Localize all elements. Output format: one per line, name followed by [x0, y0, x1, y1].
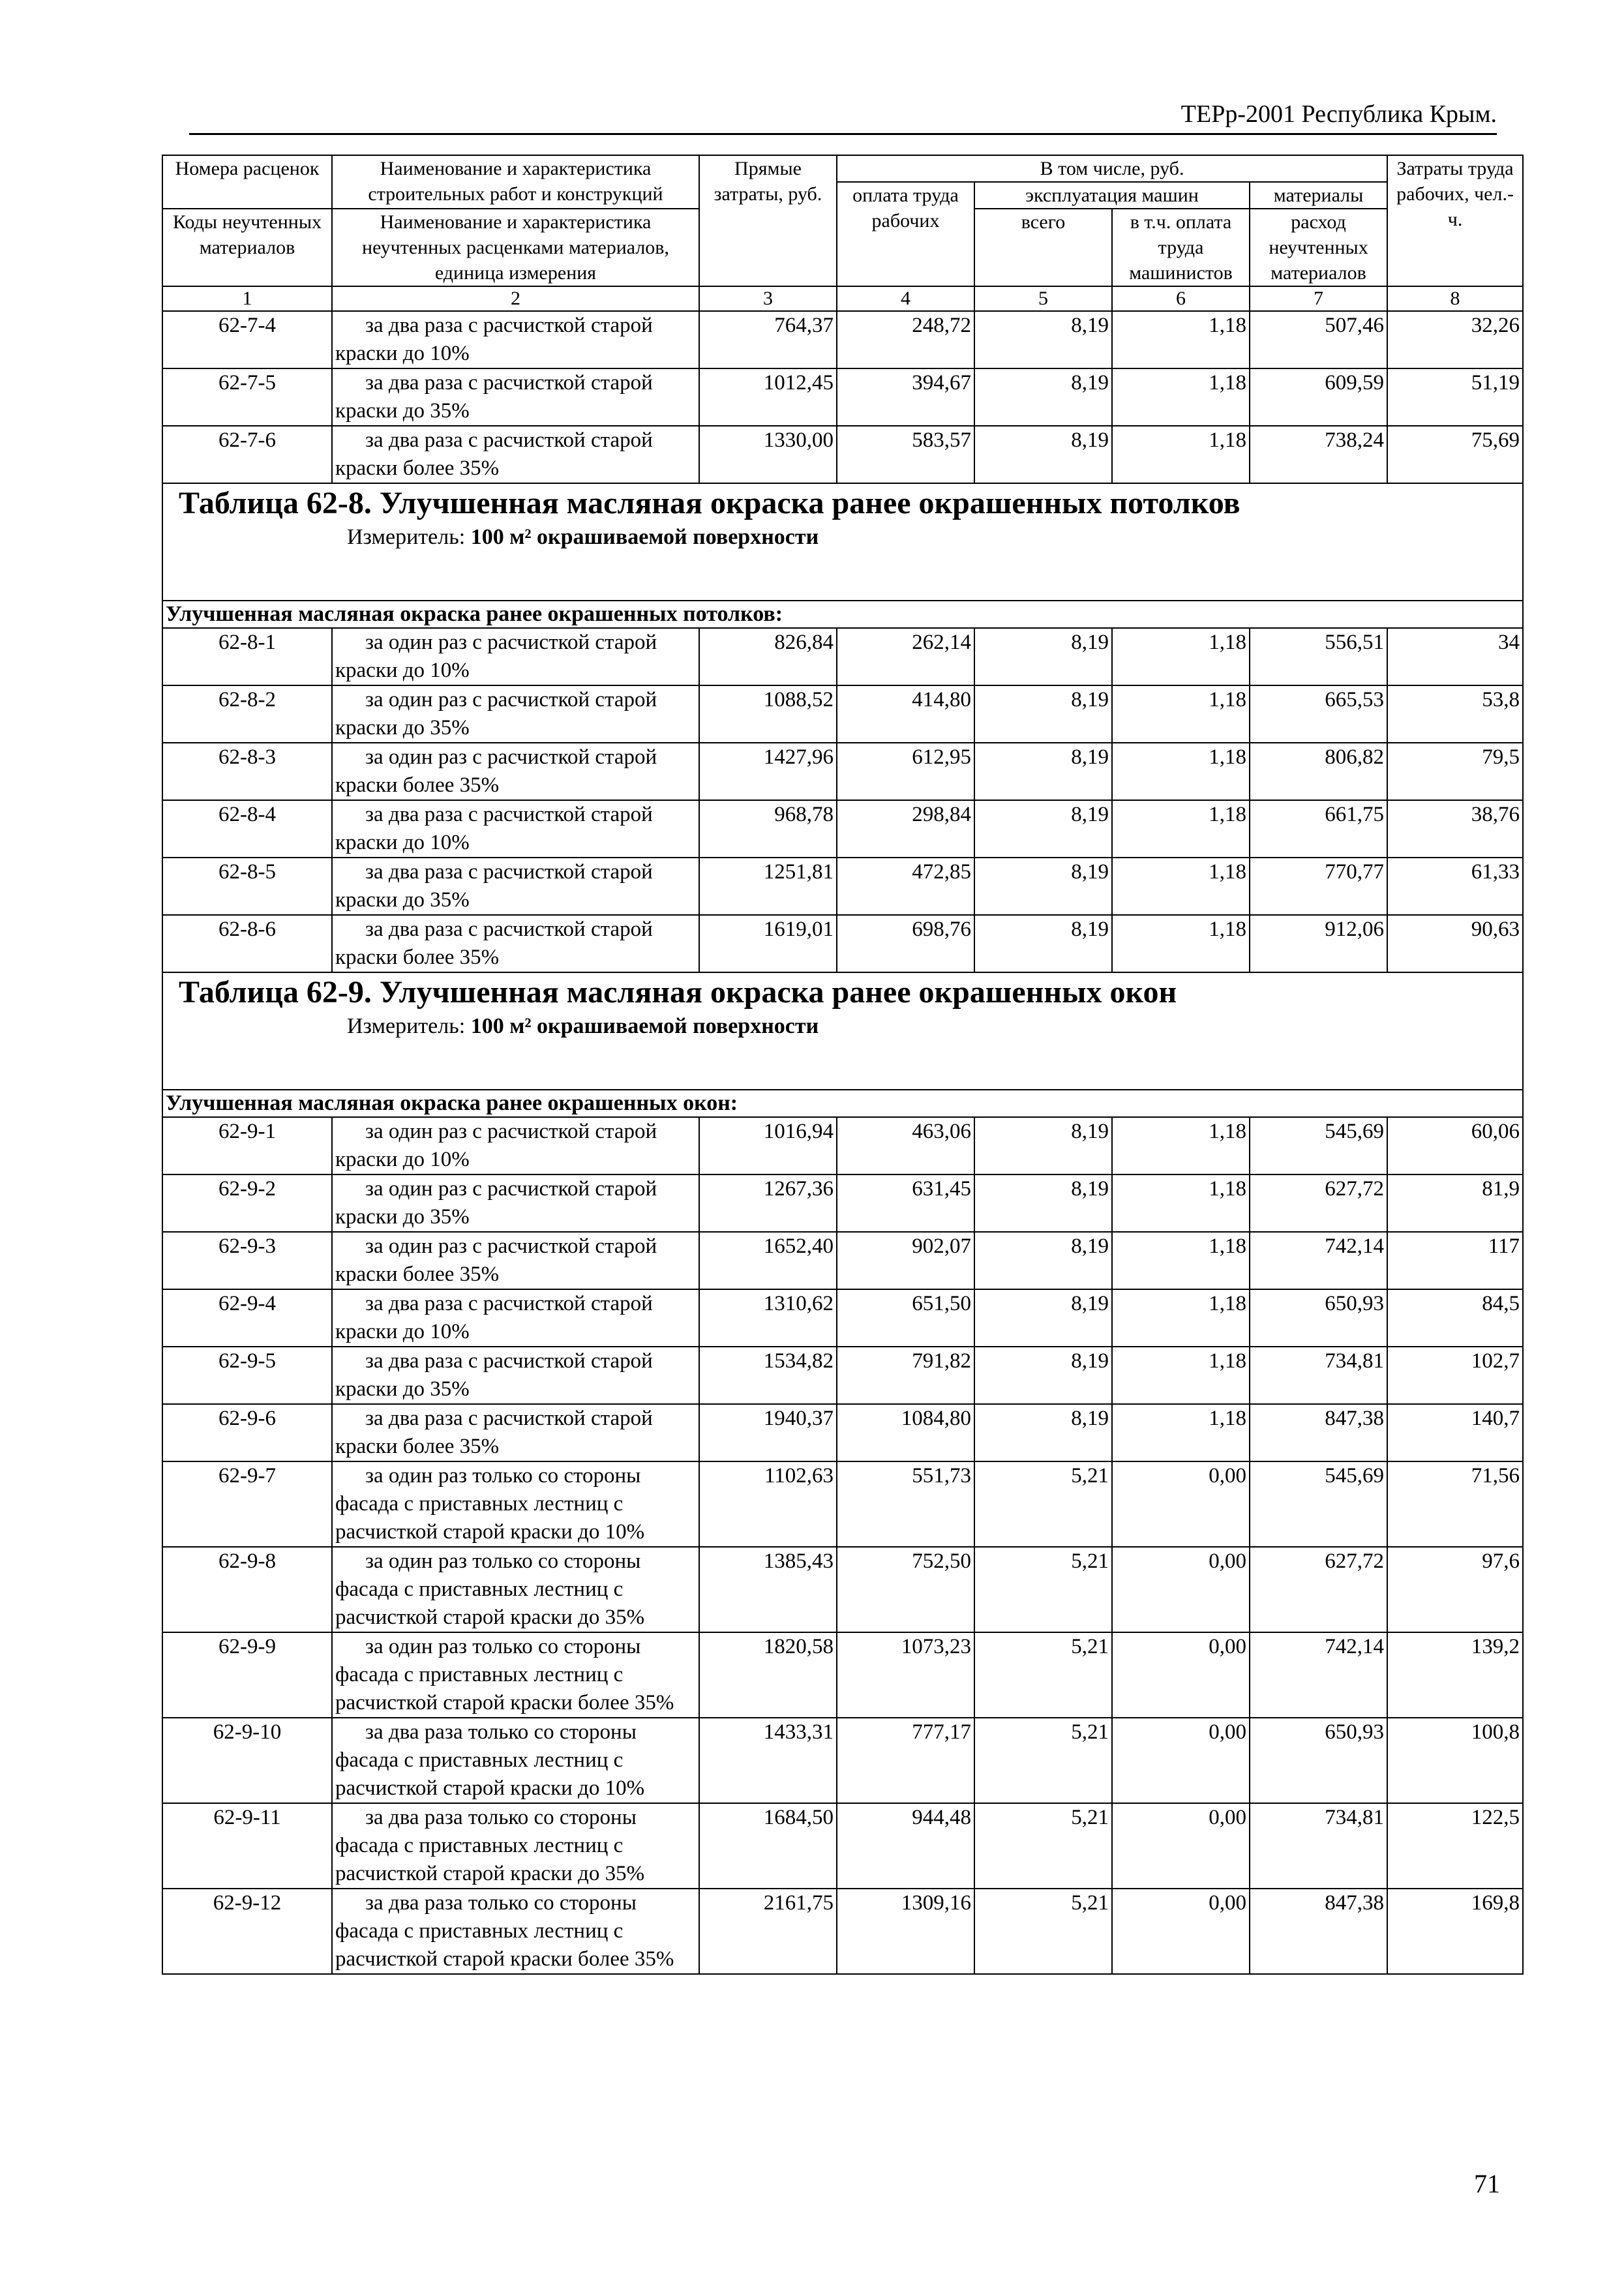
value-wages: 1309,16: [837, 1889, 974, 1974]
rate-name: за один раз с расчисткой старой краски до 10%: [335, 1120, 657, 1171]
table-row: [162, 1461, 1523, 1547]
rate-code: 62-9-3: [162, 1232, 332, 1289]
column-number: 3: [699, 286, 837, 311]
rate-code: 62-9-5: [162, 1347, 332, 1404]
measure-line: [166, 523, 1520, 553]
value-labor: 140,7: [1387, 1404, 1523, 1461]
value-operators: 1,18: [1112, 1174, 1250, 1232]
value-materials: 545,69: [1250, 1461, 1387, 1547]
table-row: [162, 1117, 1523, 1174]
value-operators: 0,00: [1112, 1461, 1250, 1547]
value-labor: 60,06: [1387, 1117, 1523, 1174]
value-labor: 169,8: [1387, 1889, 1523, 1974]
column-number: 7: [1250, 286, 1387, 311]
rate-code: 62-8-2: [162, 685, 332, 743]
header-work-name: Наименование и характеристика строительных работ и конструкций: [332, 155, 699, 209]
value-machines: 5,21: [974, 1718, 1112, 1803]
table-row: [162, 1289, 1523, 1347]
rate-name: за два раза с расчисткой старой краски более 35%: [335, 1407, 653, 1458]
rate-name-cell: [332, 1232, 699, 1289]
value-direct: 1652,40: [699, 1232, 837, 1289]
table-row: [162, 426, 1523, 483]
rate-code: 62-7-4: [162, 311, 332, 368]
table-row: [162, 1889, 1523, 1974]
table-title: Таблица 62-8. Улучшенная масляная окраска ранее окрашенных потолков: [179, 486, 1241, 520]
header-machines: эксплуатация машин: [974, 182, 1250, 209]
value-operators: 0,00: [1112, 1718, 1250, 1803]
value-operators: 1,18: [1112, 1404, 1250, 1461]
rate-name-cell: [332, 1547, 699, 1632]
rate-name: за один раз с расчисткой старой краски до 10%: [335, 631, 657, 682]
rate-name-cell: [332, 915, 699, 972]
value-machines: 5,21: [974, 1547, 1112, 1632]
value-wages: 298,84: [837, 800, 974, 858]
table-row: [162, 1803, 1523, 1889]
rate-name-cell: [332, 1461, 699, 1547]
value-machines: 8,19: [974, 311, 1112, 368]
rate-name: за один раз с расчисткой старой краски более 35%: [335, 1234, 657, 1286]
header-direct-costs: Прямые затраты, руб.: [699, 155, 837, 286]
value-operators: 1,18: [1112, 368, 1250, 426]
value-machines: 8,19: [974, 628, 1112, 685]
value-wages: 262,14: [837, 628, 974, 685]
value-direct: 1251,81: [699, 858, 837, 915]
header-unaccounted-name: Наименование и характеристика неучтенных расценками материалов, единица измерения: [332, 209, 699, 286]
value-labor: 75,69: [1387, 426, 1523, 483]
value-direct: 1385,43: [699, 1547, 837, 1632]
value-direct: 1619,01: [699, 915, 837, 972]
value-labor: 53,8: [1387, 685, 1523, 743]
value-direct: 1684,50: [699, 1803, 837, 1889]
header-including: В том числе, руб.: [837, 155, 1387, 182]
value-operators: 1,18: [1112, 426, 1250, 483]
measure-value: 100 м² окрашиваемой поверхности: [470, 1014, 819, 1038]
table-heading-row: [162, 483, 1523, 601]
table-heading: [162, 972, 1523, 1090]
value-machines: 5,21: [974, 1889, 1112, 1974]
value-machines: 5,21: [974, 1461, 1112, 1547]
rate-name: за два раза только со стороны фасада с приставных лестниц с расчисткой старой краски до 35%: [335, 1806, 645, 1885]
table-heading-row: [162, 972, 1523, 1090]
header-total: всего: [974, 209, 1112, 286]
value-operators: 1,18: [1112, 915, 1250, 972]
measure-value: 100 м² окрашиваемой поверхности: [470, 525, 819, 549]
value-machines: 8,19: [974, 915, 1112, 972]
value-direct: 1102,63: [699, 1461, 837, 1547]
rate-code: 62-9-8: [162, 1547, 332, 1632]
value-wages: 612,95: [837, 743, 974, 800]
value-materials: 738,24: [1250, 426, 1387, 483]
rate-code: 62-8-1: [162, 628, 332, 685]
column-number: 2: [332, 286, 699, 311]
rate-name-cell: [332, 311, 699, 368]
value-operators: 0,00: [1112, 1889, 1250, 1974]
rate-name-cell: [332, 1347, 699, 1404]
value-wages: 394,67: [837, 368, 974, 426]
rate-name: за два раза с расчисткой старой краски до 10%: [335, 314, 653, 365]
table-title: Таблица 62-9. Улучшенная масляная окраска ранее окрашенных окон: [179, 975, 1177, 1010]
value-labor: 139,2: [1387, 1632, 1523, 1718]
rate-name-cell: [332, 1289, 699, 1347]
value-materials: 806,82: [1250, 743, 1387, 800]
value-materials: 507,46: [1250, 311, 1387, 368]
rate-code: 62-8-3: [162, 743, 332, 800]
value-machines: 8,19: [974, 1117, 1112, 1174]
rate-name: за один раз только со стороны фасада с приставных лестниц с расчисткой старой краски до 10%: [335, 1464, 645, 1544]
table-row: [162, 858, 1523, 915]
value-wages: 902,07: [837, 1232, 974, 1289]
rate-name: за два раза только со стороны фасада с приставных лестниц с расчисткой старой краски более 35%: [335, 1891, 674, 1971]
rate-name-cell: [332, 1632, 699, 1718]
value-materials: 627,72: [1250, 1174, 1387, 1232]
header-materials-consumption: расход неучтенных материалов: [1250, 209, 1387, 286]
value-wages: 651,50: [837, 1289, 974, 1347]
value-direct: 764,37: [699, 311, 837, 368]
running-header: ТЕРр-2001 Республика Крым.: [1180, 100, 1497, 128]
value-direct: 1267,36: [699, 1174, 837, 1232]
table-row: [162, 1718, 1523, 1803]
value-operators: 1,18: [1112, 743, 1250, 800]
rate-code: 62-9-1: [162, 1117, 332, 1174]
value-labor: 79,5: [1387, 743, 1523, 800]
value-materials: 609,59: [1250, 368, 1387, 426]
value-materials: 912,06: [1250, 915, 1387, 972]
table-heading: [162, 483, 1523, 601]
table-row: [162, 1404, 1523, 1461]
header-materials: материалы: [1250, 182, 1387, 209]
value-materials: 770,77: [1250, 858, 1387, 915]
rate-code: 62-9-2: [162, 1174, 332, 1232]
value-wages: 631,45: [837, 1174, 974, 1232]
table-row: [162, 368, 1523, 426]
rate-name-cell: [332, 685, 699, 743]
value-labor: 51,19: [1387, 368, 1523, 426]
value-operators: 1,18: [1112, 1232, 1250, 1289]
section-title: Улучшенная масляная окраска ранее окрашенных потолков:: [162, 601, 1523, 628]
rate-code: 62-9-4: [162, 1289, 332, 1347]
value-labor: 102,7: [1387, 1347, 1523, 1404]
rate-code: 62-8-4: [162, 800, 332, 858]
value-machines: 8,19: [974, 368, 1112, 426]
header-unaccounted-codes: Коды неучтенных материалов: [162, 209, 332, 286]
value-labor: 32,26: [1387, 311, 1523, 368]
column-number: 1: [162, 286, 332, 311]
rate-name-cell: [332, 858, 699, 915]
rate-name-cell: [332, 743, 699, 800]
measure-line: [166, 1012, 1520, 1042]
table-row: [162, 628, 1523, 685]
header-rate-numbers: Номера расценок: [162, 155, 332, 209]
value-materials: 545,69: [1250, 1117, 1387, 1174]
value-materials: 734,81: [1250, 1803, 1387, 1889]
value-machines: 8,19: [974, 800, 1112, 858]
value-direct: 1820,58: [699, 1632, 837, 1718]
value-materials: 734,81: [1250, 1347, 1387, 1404]
rate-code: 62-9-6: [162, 1404, 332, 1461]
header-rule: [189, 133, 1497, 135]
rate-code: 62-7-6: [162, 426, 332, 483]
value-direct: 1016,94: [699, 1117, 837, 1174]
rate-name: за два раза с расчисткой старой краски до 35%: [335, 860, 653, 912]
value-operators: 0,00: [1112, 1803, 1250, 1889]
value-wages: 463,06: [837, 1117, 974, 1174]
value-wages: 472,85: [837, 858, 974, 915]
table-row: [162, 311, 1523, 368]
value-operators: 1,18: [1112, 858, 1250, 915]
value-machines: 8,19: [974, 1174, 1112, 1232]
rate-name: за два раза с расчисткой старой краски более 35%: [335, 428, 653, 480]
section-title: Улучшенная масляная окраска ранее окрашенных окон:: [162, 1090, 1523, 1117]
value-materials: 847,38: [1250, 1404, 1387, 1461]
section-row: [162, 601, 1523, 628]
value-materials: 627,72: [1250, 1547, 1387, 1632]
rate-name: за один раз только со стороны фасада с приставных лестниц с расчисткой старой краски до 35%: [335, 1549, 645, 1629]
table-row: [162, 800, 1523, 858]
value-direct: 1534,82: [699, 1347, 837, 1404]
value-operators: 0,00: [1112, 1632, 1250, 1718]
value-operators: 1,18: [1112, 311, 1250, 368]
rate-name-cell: [332, 1404, 699, 1461]
measure-label: Измеритель:: [347, 1014, 466, 1038]
value-direct: 1330,00: [699, 426, 837, 483]
rate-name: за один раз с расчисткой старой краски более 35%: [335, 745, 657, 797]
column-number-row: [162, 286, 1523, 311]
table-row: [162, 685, 1523, 743]
value-labor: 84,5: [1387, 1289, 1523, 1347]
rate-name-cell: [332, 1718, 699, 1803]
column-number: 8: [1387, 286, 1523, 311]
rate-name: за один раз только со стороны фасада с приставных лестниц с расчисткой старой краски более 35%: [335, 1635, 674, 1714]
rate-code: 62-9-7: [162, 1461, 332, 1547]
value-direct: 1433,31: [699, 1718, 837, 1803]
value-operators: 1,18: [1112, 1117, 1250, 1174]
value-machines: 8,19: [974, 1232, 1112, 1289]
table-row: [162, 1547, 1523, 1632]
rate-name: за два раза с расчисткой старой краски до 35%: [335, 371, 653, 423]
value-operators: 1,18: [1112, 685, 1250, 743]
rate-name: за два раза с расчисткой старой краски до 10%: [335, 803, 653, 854]
rate-name: за два раза только со стороны фасада с приставных лестниц с расчисткой старой краски до 10%: [335, 1720, 645, 1800]
value-machines: 8,19: [974, 426, 1112, 483]
value-wages: 414,80: [837, 685, 974, 743]
measure-label: Измеритель:: [347, 525, 466, 549]
rate-name-cell: [332, 368, 699, 426]
value-wages: 791,82: [837, 1347, 974, 1404]
column-number: 5: [974, 286, 1112, 311]
table-row: [162, 1632, 1523, 1718]
value-wages: 944,48: [837, 1803, 974, 1889]
column-number: 6: [1112, 286, 1250, 311]
rate-name-cell: [332, 426, 699, 483]
rate-name: за один раз с расчисткой старой краски до 35%: [335, 1177, 657, 1229]
rate-name-cell: [332, 1803, 699, 1889]
section-row: [162, 1090, 1523, 1117]
value-machines: 8,19: [974, 1289, 1112, 1347]
rates-table: [162, 155, 1524, 1975]
column-number: 4: [837, 286, 974, 311]
value-direct: 1088,52: [699, 685, 837, 743]
value-operators: 1,18: [1112, 628, 1250, 685]
value-operators: 1,18: [1112, 800, 1250, 858]
value-machines: 5,21: [974, 1803, 1112, 1889]
table-row: [162, 915, 1523, 972]
value-direct: 2161,75: [699, 1889, 837, 1974]
value-direct: 1310,62: [699, 1289, 837, 1347]
value-labor: 117: [1387, 1232, 1523, 1289]
value-labor: 97,6: [1387, 1547, 1523, 1632]
rate-name: за два раза с расчисткой старой краски более 35%: [335, 918, 653, 969]
table-row: [162, 1232, 1523, 1289]
value-labor: 34: [1387, 628, 1523, 685]
value-materials: 556,51: [1250, 628, 1387, 685]
value-materials: 847,38: [1250, 1889, 1387, 1974]
value-labor: 122,5: [1387, 1803, 1523, 1889]
header-operators-pay: в т.ч. оплата труда машинистов: [1112, 209, 1250, 286]
value-labor: 61,33: [1387, 858, 1523, 915]
value-materials: 742,14: [1250, 1232, 1387, 1289]
value-labor: 38,76: [1387, 800, 1523, 858]
value-materials: 661,75: [1250, 800, 1387, 858]
table-row: [162, 1347, 1523, 1404]
header-row-1: [162, 155, 1523, 182]
rate-code: 62-8-6: [162, 915, 332, 972]
value-materials: 650,93: [1250, 1718, 1387, 1803]
value-operators: 1,18: [1112, 1347, 1250, 1404]
value-labor: 71,56: [1387, 1461, 1523, 1547]
value-wages: 551,73: [837, 1461, 974, 1547]
rate-code: 62-9-9: [162, 1632, 332, 1718]
table-row: [162, 1174, 1523, 1232]
page-number: 71: [1474, 2169, 1500, 2198]
value-direct: 1427,96: [699, 743, 837, 800]
rate-name-cell: [332, 1889, 699, 1974]
value-materials: 742,14: [1250, 1632, 1387, 1718]
value-labor: 100,8: [1387, 1718, 1523, 1803]
rate-name-cell: [332, 628, 699, 685]
value-direct: 968,78: [699, 800, 837, 858]
value-wages: 1073,23: [837, 1632, 974, 1718]
rate-name: за два раза с расчисткой старой краски до 35%: [335, 1349, 653, 1401]
value-direct: 1940,37: [699, 1404, 837, 1461]
table-row: [162, 743, 1523, 800]
rate-name-cell: [332, 1117, 699, 1174]
header-labor-costs: Затраты труда рабочих, чел.-ч.: [1387, 155, 1523, 286]
rate-code: 62-9-11: [162, 1803, 332, 1889]
value-wages: 248,72: [837, 311, 974, 368]
rate-name-cell: [332, 1174, 699, 1232]
value-machines: 8,19: [974, 743, 1112, 800]
rate-code: 62-7-5: [162, 368, 332, 426]
value-wages: 583,57: [837, 426, 974, 483]
header-workers-pay: оплата труда рабочих: [837, 182, 974, 286]
value-direct: 826,84: [699, 628, 837, 685]
value-operators: 0,00: [1112, 1547, 1250, 1632]
value-direct: 1012,45: [699, 368, 837, 426]
rate-code: 62-8-5: [162, 858, 332, 915]
value-wages: 698,76: [837, 915, 974, 972]
value-operators: 1,18: [1112, 1289, 1250, 1347]
value-machines: 8,19: [974, 685, 1112, 743]
value-machines: 8,19: [974, 1347, 1112, 1404]
rate-code: 62-9-10: [162, 1718, 332, 1803]
rate-name: за два раза с расчисткой старой краски до 10%: [335, 1292, 653, 1343]
value-machines: 8,19: [974, 1404, 1112, 1461]
value-machines: 5,21: [974, 1632, 1112, 1718]
value-wages: 777,17: [837, 1718, 974, 1803]
value-wages: 752,50: [837, 1547, 974, 1632]
value-labor: 81,9: [1387, 1174, 1523, 1232]
value-machines: 8,19: [974, 858, 1112, 915]
value-wages: 1084,80: [837, 1404, 974, 1461]
rate-name-cell: [332, 800, 699, 858]
value-labor: 90,63: [1387, 915, 1523, 972]
rate-name: за один раз с расчисткой старой краски до 35%: [335, 688, 657, 740]
rate-code: 62-9-12: [162, 1889, 332, 1974]
value-materials: 650,93: [1250, 1289, 1387, 1347]
value-materials: 665,53: [1250, 685, 1387, 743]
